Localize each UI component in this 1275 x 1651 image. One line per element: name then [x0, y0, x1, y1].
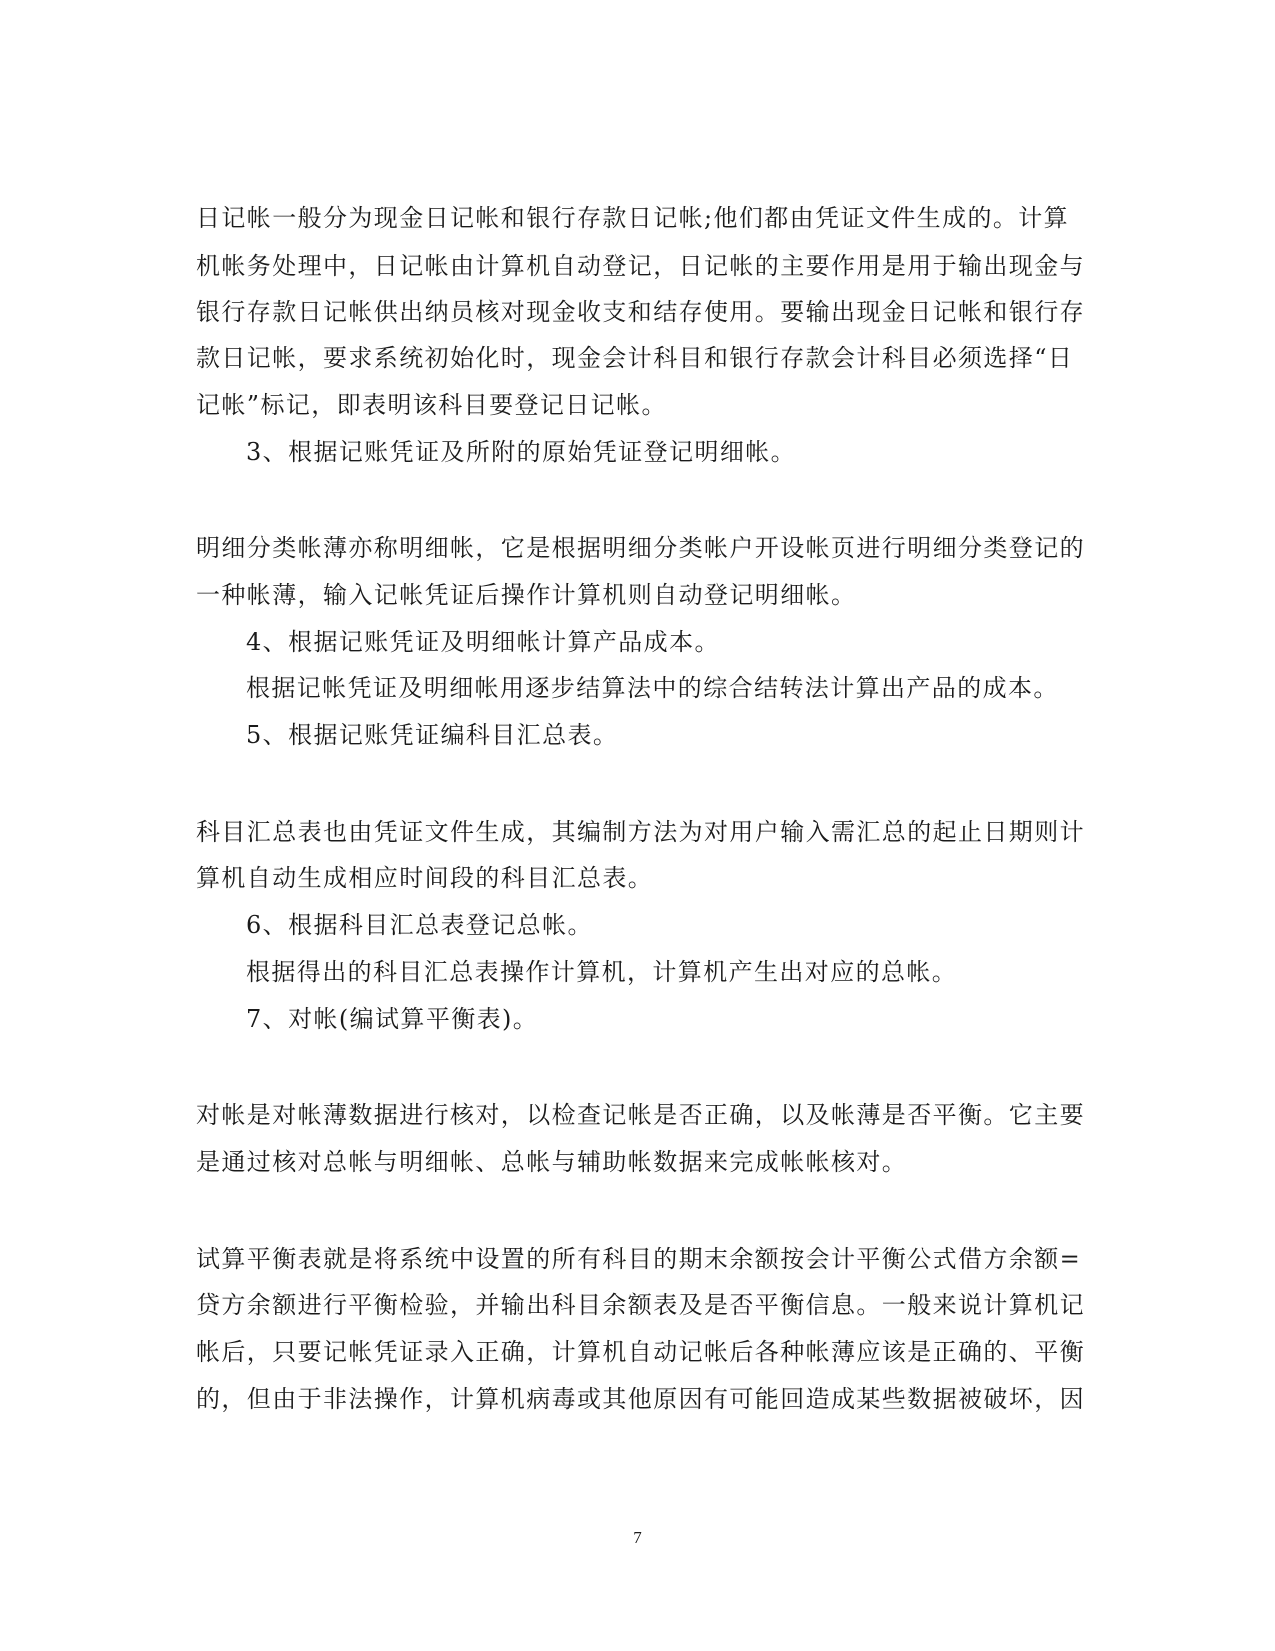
paragraph-line: 款日记帐，要求系统初始化时，现金会计科目和银行存款会计科目必须选择“日: [196, 344, 1074, 372]
section-heading: 6、根据科目汇总表登记总帐。: [246, 911, 593, 939]
paragraph-line: 记帐”标记，即表明该科目要登记日记帐。: [196, 391, 667, 419]
section-heading: 3、根据记账凭证及所附的原始凭证登记明细帐。: [246, 438, 797, 466]
paragraph-line: 日记帐一般分为现金日记帐和银行存款日记帐;他们都由凭证文件生成的。计算: [196, 204, 1070, 232]
paragraph-line: 机帐务处理中，日记帐由计算机自动登记，日记帐的主要作用是用于输出现金与: [196, 252, 1085, 280]
paragraph-line: 科目汇总表也由凭证文件生成，其编制方法为对用户输入需汇总的起止日期则计: [196, 818, 1085, 846]
paragraph-line: 是通过核对总帐与明细帐、总帐与辅助帐数据来完成帐帐核对。: [196, 1148, 908, 1176]
paragraph-line: 根据得出的科目汇总表操作计算机，计算机产生出对应的总帐。: [246, 958, 958, 986]
paragraph-line: 的，但由于非法操作，计算机病毒或其他原因有可能回造成某些数据被破坏，因: [196, 1385, 1085, 1413]
paragraph-line: 根据记帐凭证及明细帐用逐步结算法中的综合结转法计算出产品的成本。: [246, 674, 1059, 702]
section-heading: 5、根据记账凭证编科目汇总表。: [246, 721, 619, 749]
section-heading: 7、对帐(编试算平衡表)。: [246, 1005, 539, 1033]
paragraph-line: 对帐是对帐薄数据进行核对，以检查记帐是否正确，以及帐薄是否平衡。它主要: [196, 1101, 1085, 1129]
paragraph-line: 银行存款日记帐供出纳员核对现金收支和结存使用。要输出现金日记帐和银行存: [196, 298, 1085, 326]
section-heading: 4、根据记账凭证及明细帐计算产品成本。: [246, 628, 720, 656]
paragraph-line: 算机自动生成相应时间段的科目汇总表。: [196, 864, 654, 892]
paragraph-line: 贷方余额进行平衡检验，并输出科目余额表及是否平衡信息。一般来说计算机记: [196, 1291, 1085, 1319]
paragraph-line: 明细分类帐薄亦称明细帐，它是根据明细分类帐户开设帐页进行明细分类登记的: [196, 534, 1085, 562]
paragraph-line: 试算平衡表就是将系统中设置的所有科目的期末余额按会计平衡公式借方余额=: [196, 1245, 1082, 1273]
page-number: 7: [633, 1528, 642, 1547]
paragraph-line: 帐后，只要记帐凭证录入正确，计算机自动记帐后各种帐薄应该是正确的、平衡: [196, 1338, 1085, 1366]
paragraph-line: 一种帐薄，输入记帐凭证后操作计算机则自动登记明细帐。: [196, 581, 857, 609]
